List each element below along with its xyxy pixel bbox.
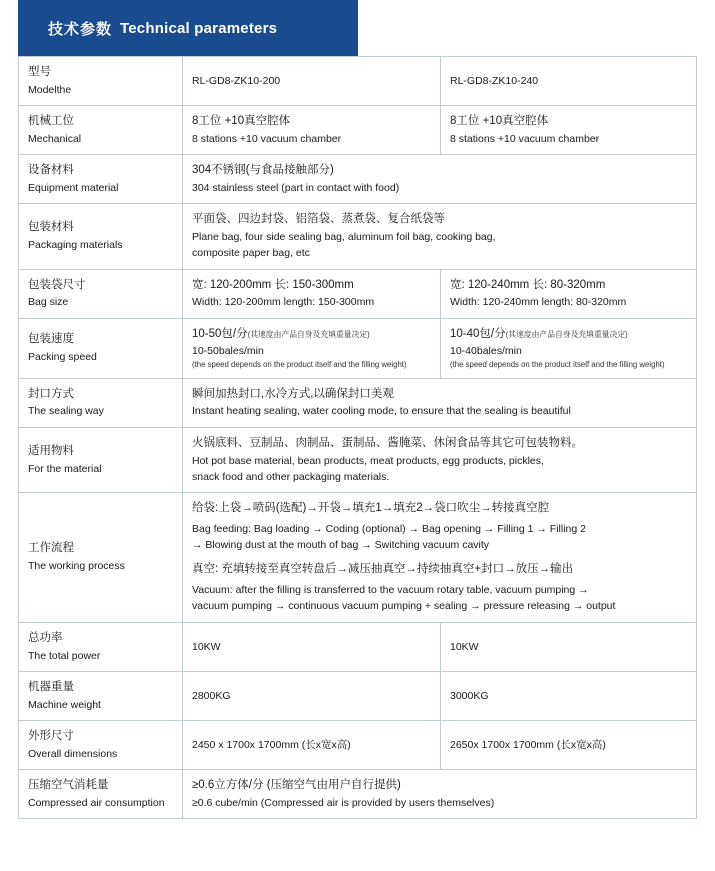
value-en-3: Vacuum: after the filling is transferred to the vacuum rotary table, vacuum pumping → [192,584,589,597]
value-en: Instant heating sealing, water cooling mode, to ensure that the sealing is beautiful [192,405,571,418]
value-en: ≥0.6 cube/min (Compressed air is provided by users themselves) [192,796,495,809]
row-label-for-the-material [19,427,183,492]
value-en-2: composite paper bag, etc [192,247,310,260]
value-cn: 304不锈钢(与食品接触部分) [192,164,334,177]
technical-parameters-table [18,56,697,819]
value-en: 10-40bales/min [450,345,522,358]
label-cn: 包装材料 [28,221,74,234]
header-banner [18,0,358,56]
row-label-compressed-air [19,769,183,818]
value-cn-2: 真空: 充填转接至真空转盘后→减压抽真空→持续抽真空+封口→放压→输出 [192,563,574,576]
value-en: 2800KG [192,689,231,702]
label-en: Modelthe [28,83,72,96]
value-en: 10-50bales/min [192,345,264,358]
label-cn: 机械工位 [28,115,74,128]
table-row [19,155,697,204]
label-cn: 型号 [28,66,51,78]
row-machine-weight-col1 [183,671,441,720]
row-for-the-material-value [183,427,697,492]
value-en: 10KW [192,640,221,653]
table-row [19,106,697,155]
label-en: The total power [28,649,101,662]
spacer [192,553,687,561]
value-cn: 8工位 +10真空腔体 [450,115,549,128]
label-en: Equipment material [28,181,119,194]
label-cn: 包装袋尺寸 [28,278,86,291]
label-en: Compressed air consumption [28,796,165,809]
row-model-col2 [441,57,697,106]
label-en: For the material [28,462,102,475]
value-en: 8 stations +10 vacuum chamber [192,132,342,145]
label-en: Packaging materials [28,239,123,252]
table-row [19,720,697,769]
row-packing-speed-col2 [441,318,697,378]
row-label-packing-speed [19,318,183,378]
value-cn: 宽: 120-240mm 长: 80-320mm [450,278,606,291]
value-en: Width: 120-240mm length: 80-320mm [450,296,627,309]
label-en: Mechanical [28,132,82,145]
value-en: Bag feeding: Bag loading → Coding (optional) → Bag opening → Filling 1 → Filling 2 [192,522,586,535]
row-bag-size-col2 [441,269,697,318]
row-label-machine-weight [19,671,183,720]
row-label-mechanical [19,106,183,155]
row-label-sealing-way [19,378,183,427]
row-model-col1 [183,57,441,106]
row-total-power-col2 [441,622,697,671]
value-cn: 宽: 120-200mm 长: 150-300mm [192,278,354,291]
row-overall-dimensions-col1 [183,720,441,769]
label-cn: 包装速度 [28,333,74,346]
value-en: 3000KG [450,689,489,702]
value-cn: 给袋:上袋→喷码(选配)→开袋→填充1→填充2→袋口吹尘→转接真空腔 [192,502,550,515]
value-en: RL-GD8-ZK10-200 [192,74,281,87]
value-en: Plane bag, four side sealing bag, aluminum foil bag, cooking bag, [192,231,496,244]
value-cn: 瞬间加热封口,水冷方式,以确保封口美观 [192,387,394,400]
value-en-2: → Blowing dust at the mouth of bag → Switching vacuum cavity [192,539,490,552]
value-en: 8 stations +10 vacuum chamber [450,132,600,145]
value-cn-note: (其速度由产品自身及充填重量决定) [247,329,370,339]
header-title-en: Technical parameters [120,19,278,37]
header-title-cn: 技术参数 [48,20,113,38]
row-label-total-power [19,622,183,671]
row-bag-size-col1 [183,269,441,318]
value-en-note: (the speed depends on the product itself and the filling weight) [450,359,665,369]
value-cn: 火锅底料、豆制品、肉制品、蛋制品、酱腌菜、休闲食品等其它可包装物料。 [192,436,583,449]
label-en: Overall dimensions [28,747,118,760]
row-label-bag-size [19,269,183,318]
value-cn: 10-40包/分 [450,327,506,340]
value-cn: ≥0.6立方体/分 (压缩空气由用户自行提供) [192,778,401,791]
row-sealing-way-value [183,378,697,427]
label-cn: 外形尺寸 [28,729,74,742]
value-en-note: (the speed depends on the product itself and the filling weight) [192,359,407,369]
table-row [19,493,697,623]
value-cn: 平面袋、四边封袋、铝箔袋、蒸煮袋、复合纸袋等 [192,213,445,226]
label-cn: 机器重量 [28,680,74,693]
label-cn: 工作流程 [28,542,74,555]
value-en: 304 stainless steel (part in contact with food) [192,181,400,194]
row-label-equipment-material [19,155,183,204]
table-row [19,318,697,378]
row-mechanical-col2 [441,106,697,155]
row-label-overall-dimensions [19,720,183,769]
table-row [19,57,697,106]
row-label-model [19,57,183,106]
row-packing-speed-col1 [183,318,441,378]
label-en: Bag size [28,296,69,309]
label-cn: 压缩空气消耗量 [28,778,109,791]
value-en: 10KW [450,640,479,653]
value-cn-line [192,326,431,344]
row-label-working-process [19,493,183,623]
label-cn: 封口方式 [28,387,74,400]
table-row [19,622,697,671]
row-packaging-materials-value [183,204,697,269]
label-cn: 设备材料 [28,164,74,177]
value-en-4: vacuum pumping → continuous vacuum pumping + sealing → pressure releasing → output [192,600,616,613]
value-cn-note: (其速度由产品自身及充填重量决定) [505,329,628,339]
value-en: Hot pot base material, bean products, meat products, egg products, pickles, [192,454,544,467]
value-en: 2450 x 1700x 1700mm (长x宽x高) [192,738,351,751]
label-en: Machine weight [28,698,101,711]
table-row [19,769,697,818]
table-row [19,427,697,492]
row-machine-weight-col2 [441,671,697,720]
label-en: Packing speed [28,350,97,363]
row-equipment-material-value [183,155,697,204]
table-row [19,269,697,318]
row-mechanical-col1 [183,106,441,155]
table-row [19,204,697,269]
value-en: Width: 120-200mm length: 150-300mm [192,296,375,309]
row-label-packaging-materials [19,204,183,269]
row-working-process-value [183,493,697,623]
table-row [19,671,697,720]
label-cn: 适用物料 [28,444,74,457]
row-compressed-air-value [183,769,697,818]
label-cn: 总功率 [28,631,63,644]
row-total-power-col1 [183,622,441,671]
value-cn: 10-50包/分 [192,327,248,340]
value-cn: 8工位 +10真空腔体 [192,115,291,128]
table-row [19,378,697,427]
value-en-2: snack food and other packaging materials. [192,470,390,483]
label-en: The working process [28,560,125,573]
row-overall-dimensions-col2 [441,720,697,769]
value-en: RL-GD8-ZK10-240 [450,74,539,87]
value-en: 2650x 1700x 1700mm (长x宽x高) [450,738,606,751]
label-en: The sealing way [28,405,104,418]
value-cn-line [450,326,687,344]
